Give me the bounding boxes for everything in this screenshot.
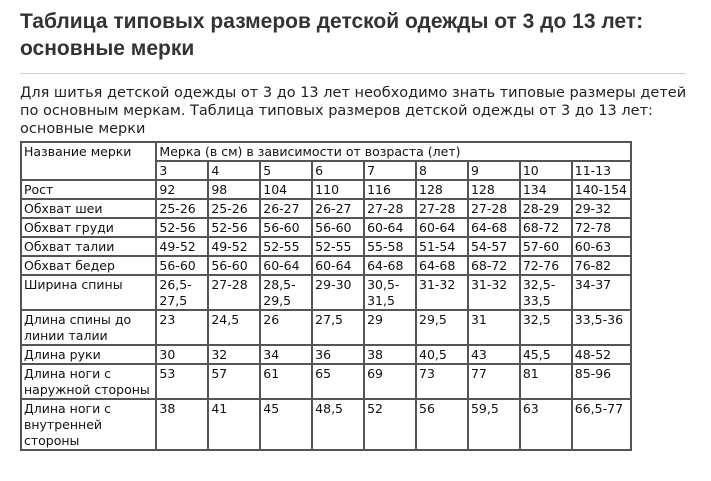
measure-value-cell: 64-68 — [364, 256, 416, 275]
measure-value-cell: 140-154 — [572, 180, 631, 199]
measure-value-cell: 81 — [520, 364, 572, 399]
measure-value-cell: 55-58 — [364, 237, 416, 256]
age-header-cell: 4 — [208, 161, 260, 180]
measure-value-cell: 40,5 — [416, 345, 468, 364]
measure-name-cell: Обхват талии — [21, 237, 156, 256]
measure-value-cell: 53 — [156, 364, 208, 399]
measure-value-cell: 61 — [260, 364, 312, 399]
table-row — [21, 275, 631, 310]
table-row — [21, 310, 631, 345]
measure-value-cell: 85-96 — [572, 364, 631, 399]
measure-value-cell: 33,5-36 — [572, 310, 631, 345]
measure-value-cell: 27-28 — [208, 275, 260, 310]
measure-value-cell: 26,5-27,5 — [156, 275, 208, 310]
measure-value-cell: 52-55 — [312, 237, 364, 256]
measure-value-cell: 72-78 — [572, 218, 631, 237]
table-row — [21, 180, 631, 199]
measure-value-cell: 49-52 — [208, 237, 260, 256]
measure-value-cell: 24,5 — [208, 310, 260, 345]
measure-value-cell: 60-63 — [572, 237, 631, 256]
measure-value-cell: 26 — [260, 310, 312, 345]
measure-value-cell: 32,5-33,5 — [520, 275, 572, 310]
measure-value-cell: 76-82 — [572, 256, 631, 275]
table-row — [21, 218, 631, 237]
measure-value-cell: 56-60 — [312, 218, 364, 237]
measure-name-header: Название мерки — [21, 142, 156, 180]
header-row — [21, 142, 631, 161]
measure-value-cell: 56-60 — [156, 256, 208, 275]
measure-value-cell: 29,5 — [416, 310, 468, 345]
measure-value-cell: 32 — [208, 345, 260, 364]
measure-value-cell: 104 — [260, 180, 312, 199]
measure-value-cell: 60-64 — [260, 256, 312, 275]
measure-value-cell: 57 — [208, 364, 260, 399]
measure-value-cell: 28-29 — [520, 199, 572, 218]
measure-value-cell: 48,5 — [312, 399, 364, 450]
measure-value-cell: 65 — [312, 364, 364, 399]
measure-value-cell: 54-57 — [468, 237, 520, 256]
measure-value-cell: 60-64 — [364, 218, 416, 237]
page-title: Таблица типовых размеров детской одежды от 3 до 13 лет: основные мерки — [20, 10, 644, 60]
table-row — [21, 345, 631, 364]
measure-value-cell: 69 — [364, 364, 416, 399]
measure-value-cell: 92 — [156, 180, 208, 199]
age-group-header: Мерка (в см) в зависимости от возраста (лет) — [156, 142, 631, 161]
measure-value-cell: 77 — [468, 364, 520, 399]
measure-value-cell: 29-30 — [312, 275, 364, 310]
table-row — [21, 364, 631, 399]
age-header-cell: 8 — [416, 161, 468, 180]
measure-value-cell: 27-28 — [364, 199, 416, 218]
measure-value-cell: 38 — [156, 399, 208, 450]
measure-name-cell: Обхват бедер — [21, 256, 156, 275]
measure-value-cell: 25-26 — [208, 199, 260, 218]
measure-name-cell: Обхват груди — [21, 218, 156, 237]
measure-value-cell: 56 — [416, 399, 468, 450]
measure-name-cell: Длина руки — [21, 345, 156, 364]
measure-name-cell: Ширина спины — [21, 275, 156, 310]
measure-value-cell: 36 — [312, 345, 364, 364]
measure-name-cell: Длина ноги с внутренней стороны — [21, 399, 156, 450]
table-row — [21, 399, 631, 450]
table-row — [21, 199, 631, 218]
measure-value-cell: 31 — [468, 310, 520, 345]
measure-value-cell: 52-56 — [208, 218, 260, 237]
measure-value-cell: 68-72 — [520, 218, 572, 237]
age-header-cell: 10 — [520, 161, 572, 180]
measure-value-cell: 45 — [260, 399, 312, 450]
measure-value-cell: 134 — [520, 180, 572, 199]
measure-value-cell: 38 — [364, 345, 416, 364]
measure-value-cell: 26-27 — [312, 199, 364, 218]
measure-name-cell: Рост — [21, 180, 156, 199]
measure-value-cell: 116 — [364, 180, 416, 199]
measure-value-cell: 32,5 — [520, 310, 572, 345]
measure-value-cell: 25-26 — [156, 199, 208, 218]
age-header-cell: 7 — [364, 161, 416, 180]
measure-value-cell: 48-52 — [572, 345, 631, 364]
measure-value-cell: 60-64 — [312, 256, 364, 275]
measure-value-cell: 26-27 — [260, 199, 312, 218]
measure-value-cell: 64-68 — [416, 256, 468, 275]
measure-value-cell: 66,5-77 — [572, 399, 631, 450]
measure-value-cell: 110 — [312, 180, 364, 199]
measure-value-cell: 27-28 — [468, 199, 520, 218]
measure-value-cell: 128 — [416, 180, 468, 199]
measure-value-cell: 43 — [468, 345, 520, 364]
measure-value-cell: 34-37 — [572, 275, 631, 310]
measure-value-cell: 29 — [364, 310, 416, 345]
measure-value-cell: 34 — [260, 345, 312, 364]
measure-value-cell: 52-55 — [260, 237, 312, 256]
measure-value-cell: 73 — [416, 364, 468, 399]
measure-value-cell: 98 — [208, 180, 260, 199]
measure-value-cell: 72-76 — [520, 256, 572, 275]
measure-name-cell: Длина ноги с наружной стороны — [21, 364, 156, 399]
measure-value-cell: 56-60 — [260, 218, 312, 237]
measure-value-cell: 49-52 — [156, 237, 208, 256]
table-row — [21, 256, 631, 275]
title-divider — [20, 73, 686, 74]
age-header-cell: 11-13 — [572, 161, 631, 180]
measure-value-cell: 31-32 — [416, 275, 468, 310]
measure-name-cell: Длина спины до линии талии — [21, 310, 156, 345]
measure-value-cell: 27,5 — [312, 310, 364, 345]
measure-value-cell: 63 — [520, 399, 572, 450]
measure-value-cell: 56-60 — [208, 256, 260, 275]
measure-value-cell: 29-32 — [572, 199, 631, 218]
intro-paragraph: Для шитья детской одежды от 3 до 13 лет необходимо знать типовые размеры детей по основным меркам. Таблица типовых размеров детской одежды от 3 до 13 лет: основные мерки — [20, 85, 687, 137]
age-header-cell: 5 — [260, 161, 312, 180]
table-row — [21, 237, 631, 256]
measure-value-cell: 52 — [364, 399, 416, 450]
measure-value-cell: 30 — [156, 345, 208, 364]
measure-name-cell: Обхват шеи — [21, 199, 156, 218]
measure-value-cell: 28,5-29,5 — [260, 275, 312, 310]
measure-value-cell: 30,5-31,5 — [364, 275, 416, 310]
measure-value-cell: 52-56 — [156, 218, 208, 237]
measure-value-cell: 41 — [208, 399, 260, 450]
measure-value-cell: 68-72 — [468, 256, 520, 275]
measure-value-cell: 128 — [468, 180, 520, 199]
age-header-cell: 9 — [468, 161, 520, 180]
measure-value-cell: 23 — [156, 310, 208, 345]
measure-value-cell: 60-64 — [416, 218, 468, 237]
age-header-cell: 3 — [156, 161, 208, 180]
measure-value-cell: 64-68 — [468, 218, 520, 237]
measure-value-cell: 45,5 — [520, 345, 572, 364]
measure-value-cell: 51-54 — [416, 237, 468, 256]
measure-value-cell: 31-32 — [468, 275, 520, 310]
size-table — [20, 141, 632, 451]
age-header-cell: 6 — [312, 161, 364, 180]
measure-value-cell: 57-60 — [520, 237, 572, 256]
measure-value-cell: 59,5 — [468, 399, 520, 450]
measure-value-cell: 27-28 — [416, 199, 468, 218]
